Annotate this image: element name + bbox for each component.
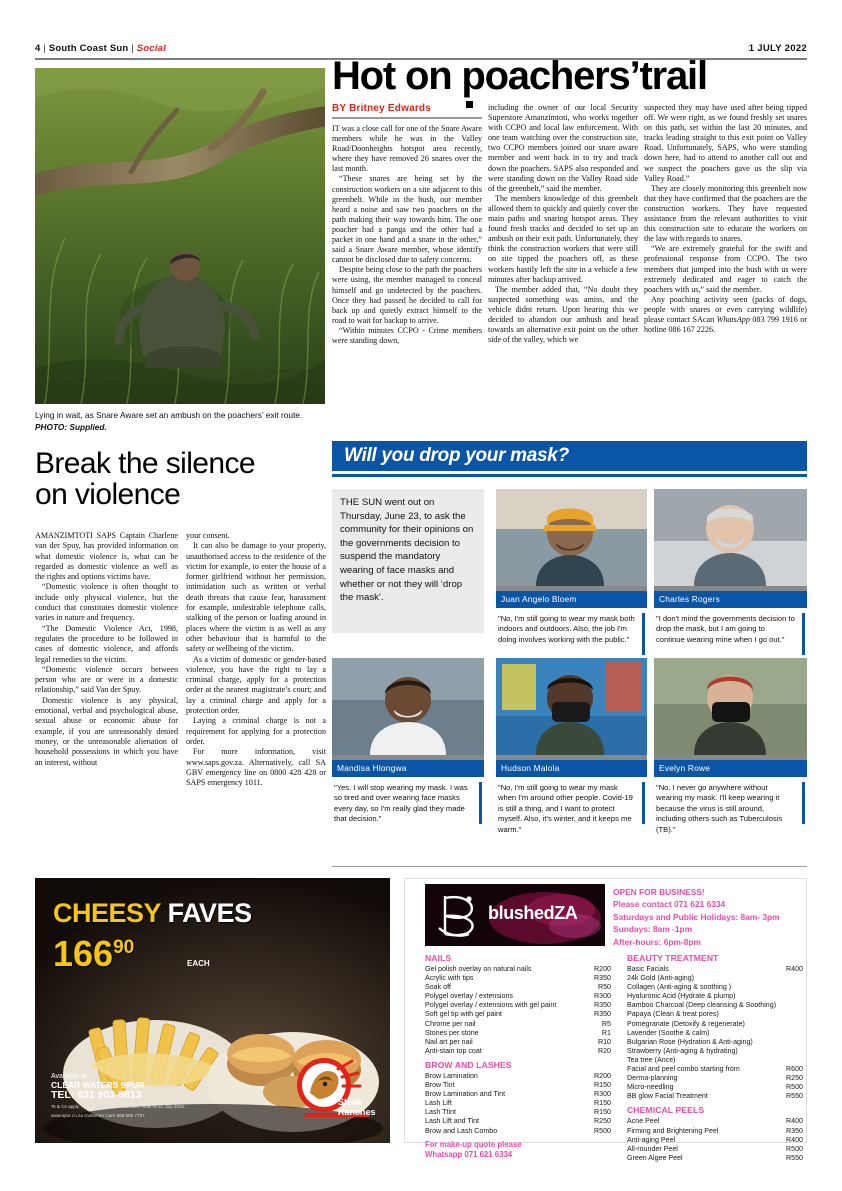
service-name: Brow and Lash Combo [425, 1126, 498, 1135]
lead-article-column-3 [644, 103, 807, 335]
service-row [627, 1001, 803, 1010]
service-row [425, 1081, 611, 1090]
service-name: Anti-stain top coat [425, 1046, 482, 1055]
service-list [425, 1072, 611, 1136]
lead-byline: BY Britney Edwards [332, 103, 432, 114]
paragraph: “We are extremely grateful for the swift and professional response from CCPO. The two members that jumped into the bush with us were extremely dedicated and eager to catch the poachers with us,” said the member. [644, 244, 807, 294]
service-name: Derma-planning [627, 1074, 678, 1083]
service-price: R300 [594, 1090, 611, 1099]
voxpop-quote: "No, I'm still going to wear my mask when I'm around other people. Covid-19 is still a thing, and I want to protect myself. Also, it's winter, and it keeps me warm." [496, 777, 647, 840]
service-name: Strawberry (Anti-aging & hydrating) [627, 1046, 738, 1055]
voxpop-photo [654, 489, 807, 591]
voxpop-card [654, 489, 807, 649]
service-price: R550 [786, 1092, 803, 1101]
service-row [627, 1029, 803, 1038]
service-row [627, 974, 803, 983]
service-row [627, 983, 803, 992]
service-price: R150 [594, 1108, 611, 1117]
paragraph: “The Domestic Violence Act, 1998, regulates the procedure to be followed in cases of domestic violence, and affords legal remedies to the victim. [35, 623, 178, 664]
service-row [425, 1038, 611, 1047]
mask-feature-intro: THE SUN went out on Thursday, June 23, to ask the community for their opinions on the governments decision to suspend the mandatory wearing of face masks and whether or not they will ‘drop the mask’. [332, 489, 484, 633]
service-name: Bulgarian Rose (Hydration & Anti-aging) [627, 1037, 753, 1046]
photo-credit: PHOTO: Supplied. [35, 421, 107, 432]
service-row [627, 1145, 803, 1154]
spur-logo-line1: Steak [338, 1097, 363, 1107]
silence-headline [35, 448, 325, 510]
service-list [627, 965, 803, 1101]
service-price [797, 1056, 803, 1065]
blushedza-wordmark: blushedZA [488, 903, 578, 923]
byline-rule [332, 117, 482, 119]
service-row [627, 1065, 803, 1074]
spur-logo-label [338, 1097, 376, 1117]
service-row [425, 983, 611, 992]
service-row [425, 1020, 611, 1029]
service-name: Polygel overlay / extensions [425, 992, 513, 1001]
service-row [425, 974, 611, 983]
paragraph-contact [644, 295, 807, 335]
paragraph: Despite being close to the path the poachers were using, the member managed to conceal himself and go undetected by the poachers. Once they had passed he decided to call for back up and quietly extract himself to the road to wait for backup to arrive. [332, 265, 482, 325]
hours-line: Sundays: 8am -1pm [613, 924, 693, 935]
paragraph: AMANZIMTOTI SAPS Captain Charlene van der Spuy, has provided information on what domestic violence is, what can be regarded as domestic violence as well as the rights and options victims have. [35, 531, 178, 582]
service-price: R350 [594, 974, 611, 983]
service-row [425, 965, 611, 974]
masthead-separator-1: | [43, 43, 46, 54]
service-heading: BROW AND LASHES [425, 1059, 512, 1070]
paragraph: “Domestic violence occurs between person who are or were in a domestic relationship,” said Van der Spuy. [35, 664, 178, 695]
lead-article-column-1 [332, 124, 482, 346]
service-price: R150 [594, 1099, 611, 1108]
service-price: R350 [594, 1010, 611, 1019]
voxpop-name: Mandisa Hlongwa [332, 760, 484, 777]
blushedza-makeup-note [425, 1140, 611, 1160]
makeup-note-line2: Whatsapp 071 621 6334 [425, 1149, 513, 1159]
service-row [627, 1092, 803, 1101]
service-price: R5 [601, 1019, 611, 1028]
service-row [627, 1117, 803, 1126]
issue-date: 1 JULY 2022 [748, 43, 807, 54]
makeup-note-line1: For make-up quote please [425, 1139, 522, 1149]
section-name: Social [136, 43, 166, 54]
price-cents: 90 [113, 937, 135, 958]
service-heading: NAILS [425, 953, 452, 963]
service-price [797, 1001, 803, 1010]
spur-telephone: TEL: 031 903 8813 [51, 1089, 142, 1101]
service-name: Pomegranate (Detoxify & regenerate) [627, 1019, 745, 1028]
service-name: Chrome per nail [425, 1019, 476, 1028]
service-row [425, 1001, 611, 1010]
masthead-separator-2: | [131, 43, 134, 54]
service-price: R600 [786, 1065, 803, 1074]
service-name: 24k Gold (Anti-aging) [627, 974, 695, 983]
voxpop-quote: "No, I never go anywhere without wearing my mask. I'll keep wearing it because the virus is still around, including others such as Tuberculosis (TB)." [654, 777, 807, 840]
paragraph: As a victim of domestic or gender-based violence, you have the right to lay a criminal charge, apply for a protection order at the nearest magistrate’s court; and lay a criminal charge and apply for a protection order. [186, 654, 326, 716]
spur-ad-availability [51, 1072, 251, 1119]
spur-ad-each-label: EACH [187, 959, 210, 968]
service-name: Bamboo Charcoal (Deep cleansing & Soothing) [627, 1001, 777, 1010]
available-label: Available at [51, 1073, 88, 1080]
service-row [627, 1056, 803, 1065]
price-rand: 166 [53, 933, 114, 974]
page-number: 4 [35, 43, 41, 54]
service-name: Firming and Brightening Peel [627, 1126, 719, 1135]
paragraph: your consent. [186, 531, 230, 540]
whatsapp-label: WhatsApp [716, 314, 750, 324]
service-row [627, 1047, 803, 1056]
service-row [627, 1074, 803, 1083]
publication-name: South Coast Sun [48, 43, 129, 54]
service-name: Basic Facials [627, 965, 669, 973]
lead-headline: Hot on poachers’trail [332, 54, 707, 98]
paragraph: “Domestic violence is often thought to include only physical violence, but the conduct that constitutes domestic violence varies in nature and frequency. [35, 582, 178, 623]
service-price: R300 [594, 992, 611, 1001]
contact-pre: Any poaching activity seen (packs of dogs, people with snares or even carrying wildlife) please contact SAcan [644, 294, 807, 324]
mask-section-bottom-rule [332, 866, 807, 867]
service-price: R500 [594, 1126, 611, 1135]
service-name: Nail art per nail [425, 1037, 473, 1046]
service-name: Brow Lamination [425, 1071, 478, 1080]
paragraph: The members knowledge of this greenbelt allowed them to quickly and quietly cover the main paths and snaring hotspot areas. They found fresh tracks and decided to set up an ambush on their exit path. Unfortunately, they think the construction workers that were still on site tipped the poachers off, as these workers hastily left the site in a vehicle a few minutes after backup arrived. [488, 193, 638, 284]
voxpop-name: Hudson Malola [496, 760, 647, 777]
service-row [627, 1038, 803, 1047]
service-name: Soak off [425, 983, 451, 992]
voxpop-photo [654, 658, 807, 760]
service-row [425, 1029, 611, 1038]
spur-legal-text: Ts & Cs apply. Not to enjoy for more details. Valid till 31 July 2022. [51, 1104, 186, 1109]
service-name: Lash Ttint [425, 1108, 457, 1117]
paragraph: It can also be damage to your property, unauthorised access to the residence of the victim for example, to enter the house of a former girlfriend without her permission, intimidation such as written or verbal death threats that cause fear, harassment for example, undesirable telephone calls, stalking of the person or loafing around in places where the victim is as well as any other behaviour that is harmful to the safety or wellbeing of the victim. [186, 541, 326, 654]
voxpop-name: Juan Angelo Bloem [496, 591, 647, 608]
service-name: Lash Lift [425, 1099, 452, 1108]
service-price [797, 1029, 803, 1038]
service-row [425, 1010, 611, 1019]
service-price: R150 [594, 1081, 611, 1090]
service-row [627, 992, 803, 1001]
service-heading: CHEMICAL PEELS [627, 1105, 705, 1116]
service-price [797, 983, 803, 992]
service-row [627, 1020, 803, 1029]
service-price: R250 [594, 1117, 611, 1126]
service-price: R1 [601, 1028, 611, 1037]
lead-photo-caption [35, 410, 325, 433]
service-name: Lavender (Soothe & calm) [627, 1028, 710, 1037]
service-name: Gel polish overlay on natural nails [425, 965, 532, 973]
spur-ad-title [53, 898, 252, 929]
spur-title-part2: FAVES [167, 898, 252, 928]
hours-line: OPEN FOR BUSINESS! [613, 887, 705, 897]
blushedza-services-right [627, 953, 803, 1163]
voxpop-photo [332, 658, 484, 760]
lead-photo [35, 68, 325, 404]
service-price: R500 [786, 1083, 803, 1092]
spur-branch: CLEAR WATERS SPUR [51, 1080, 145, 1090]
spur-website-line: www.spur.co.za Customer Care 086 000 7787 [51, 1113, 145, 1118]
service-price: R350 [594, 1001, 611, 1010]
service-row [425, 992, 611, 1001]
silence-headline-line1: Break the silence [35, 447, 255, 480]
service-name: Facial and peel combo starting from [627, 1065, 740, 1074]
voxpop-card [332, 658, 484, 829]
service-name: Hyaluronic Acid (Hydrate & plump) [627, 992, 736, 1001]
paragraph: For more information, visit www.saps.gov.za. Alternatively, call SA GBV emergency line on 0800 428 428 or SAPS emergency 1011. [186, 747, 326, 788]
service-row [627, 1083, 803, 1092]
voxpop-name: Charles Rogers [654, 591, 807, 608]
service-price: R400 [786, 1117, 803, 1126]
service-row [627, 1136, 803, 1145]
service-name: Green Algee Peel [627, 1153, 683, 1162]
paragraph: IT was a close call for one of the Snare Aware members while he was in the Valley Road/Doonheights hotspot area recently, where they have removed 26 snares over the last month. [332, 124, 482, 174]
service-price: R50 [597, 983, 611, 992]
service-price [797, 1047, 803, 1056]
voxpop-quote: "No, I'm still going to wear my mask both indoors and outdoors. Also, the job I'm doing involves working with the public." [496, 608, 647, 650]
service-row [627, 1127, 803, 1136]
spur-ad-price [53, 933, 134, 975]
mask-banner-rule [332, 474, 807, 477]
service-price: R350 [786, 1126, 803, 1135]
service-row [425, 1117, 611, 1126]
mask-feature-banner [332, 441, 807, 471]
paragraph: “These snares are being set by the construction workers on a site adjacent to this greenbelt. While in the bush, our member heard a noise and saw two poachers on the path making their way towards him. The one poacher had a panga and the other had a packet in one hand and a snare in the other,” said a Snare Aware member, whose identify cannot be disclosed due to safety concerns. [332, 174, 482, 265]
hours-line: Saturdays and Public Holidays: 8am- 3pm [613, 911, 780, 922]
paragraph: suspected they may have used after being tipped off. We were right, as we found freshly set snares on this path, set within the last 20 minutes, and tracks leading straight to this exit point on Valley Road. Unfortunately, SAPS, who were standing down here, had to attend to another call out and we suspect the poachers gave us the slip via Valley Road.” [644, 103, 807, 183]
service-price [797, 992, 803, 1001]
spur-title-part1: CHEESY [53, 898, 161, 928]
silence-headline-line2: on violence [35, 478, 181, 511]
service-price [797, 974, 803, 983]
contact-post: 083 799 1916 or hotline 086 167 2226. [644, 314, 807, 335]
service-name: Acne Peel [627, 1117, 660, 1126]
service-heading: BEAUTY TREATMENT [627, 953, 719, 963]
service-name: Brow Lamination and Tint [425, 1090, 506, 1099]
caption-text: Lying in wait, as Snare Aware set an ambush on the poachers’ exit route. [35, 410, 303, 420]
voxpop-card [496, 489, 647, 649]
paragraph: Laying a criminal charge is not a requirement for applying for a protection order. [186, 716, 326, 746]
service-name: Collagen (Anti-aging & soothing ) [627, 983, 732, 992]
service-price: R250 [786, 1074, 803, 1083]
service-price: R200 [594, 1071, 611, 1080]
silence-article-column-1 [35, 531, 178, 768]
blushedza-logo [425, 884, 605, 946]
service-name: Soft gel tip with gel paint [425, 1010, 502, 1019]
paragraph: “Within minutes CCPO - Crime members were standing down, [332, 325, 482, 345]
service-name: BB glow Facial Treatment [627, 1092, 708, 1101]
black-square-marker [466, 101, 473, 108]
hours-line: Please contact 071 621 6334 [613, 899, 726, 910]
spur-logo-line2: Ranches [338, 1107, 376, 1117]
service-list [425, 965, 611, 1056]
service-name: All-rounder Peel [627, 1144, 678, 1153]
advertisement-blushedza[interactable] [404, 878, 807, 1162]
spur-logo [294, 1055, 380, 1131]
lead-article-column-2 [488, 103, 638, 345]
voxpop-card [654, 658, 807, 839]
service-price: R400 [786, 965, 803, 973]
service-price [797, 1038, 803, 1047]
service-name: Papaya (Clean & treat pores) [627, 1010, 719, 1019]
service-name: Stones per stone [425, 1028, 479, 1037]
service-list [627, 1117, 803, 1162]
service-row [425, 1047, 611, 1056]
service-row [627, 1154, 803, 1163]
service-price [797, 1020, 803, 1029]
service-price: R400 [786, 1135, 803, 1144]
service-price: R20 [597, 1046, 611, 1055]
voxpop-card [496, 658, 647, 839]
hours-line: After-hours: 6pm-8pm [613, 936, 701, 947]
silence-article-column-2 [186, 531, 326, 788]
service-row [425, 1099, 611, 1108]
service-price: R10 [597, 1037, 611, 1046]
service-name: Anti-aging Peel [627, 1135, 676, 1144]
service-price: R550 [786, 1153, 803, 1162]
paragraph: including the owner of our local Security Superstore Amanzimtoti, who works together with CCPO and local law enforcement. With one team watching over the construction site, two CCPO members joined our snare aware member and went back in to try and track down the poachers. SAPS also responded and were standing down on the Valley Road side of the greenbelt,” said the member. [488, 103, 638, 193]
service-row [425, 1127, 611, 1136]
voxpop-photo [496, 658, 647, 760]
service-name: Brow Tint [425, 1081, 455, 1090]
service-name: Polygel overlay / extensions with gel paint [425, 1001, 557, 1010]
paragraph: The member added that, “No doubt they suspected something was amiss, and the vehicle didnt return. Upon hearing this we decided to abandon our ambush and head towards an alternative exit point on the other side of the valley, which we [488, 284, 638, 345]
service-price: R200 [594, 965, 611, 973]
voxpop-quote: "Yes. I will stop wearing my mask. I was so tired and over wearing face masks every day, so I'm really glad they made that decision." [332, 777, 484, 829]
service-row [425, 1090, 611, 1099]
blushedza-hours [613, 886, 803, 948]
blushedza-services-left [425, 953, 611, 1160]
paragraph: They are closely monitoring this greenbelt now that they have confirmed that the poachers are the construction workers. They have requested assistance from the relevant authorities to visit this construction site to educate the workers on the law with regards to snares. [644, 183, 807, 244]
service-row [627, 965, 803, 974]
advertisement-spur[interactable] [35, 878, 390, 1143]
service-name: Tea tree (Ance) [627, 1055, 676, 1064]
service-name: Micro-needling [627, 1083, 674, 1092]
service-row [627, 1010, 803, 1019]
service-price: R500 [786, 1144, 803, 1153]
service-name: Acrylic with tips [425, 974, 474, 983]
paragraph: Domestic violence is any physical, emotional, verbal and psychological abuse, sexual abuse or economic abuse for example, if you are unreasonably denied money, or the unreasonable alienation of household possessions in which you have an interest, without [35, 695, 178, 767]
service-price [797, 1010, 803, 1019]
voxpop-photo [496, 489, 647, 591]
service-row [425, 1072, 611, 1081]
mask-banner-title: Will you drop your mask? [344, 445, 569, 466]
masthead-left [35, 43, 166, 54]
service-name: Lash Lift and Tint [425, 1117, 480, 1126]
voxpop-name: Evelyn Rowe [654, 760, 807, 777]
voxpop-quote: "I don't mind the governments decision to drop the mask, but I am going to continue wearing mine when I go out." [654, 608, 807, 650]
service-row [425, 1108, 611, 1117]
